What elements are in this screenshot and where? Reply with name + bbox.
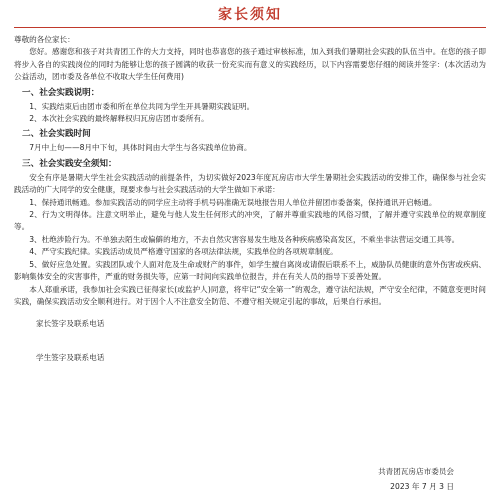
time-paragraph: 7月中上旬——8月中下旬，具体时间由大学生与各实践单位协商。 <box>29 143 252 153</box>
intro-paragraph: 您好。感谢您和孩子对共青团工作的大力支持，同时也恭喜您的孩子通过审核标准，加入到我们暑期社会实践的队伍当中。在您的孩子即将步入各自的实践岗位的同时为能够让您的孩子圆满的收获一份充实而有意义的实践经历，以下内容需要您仔细的阅读并签字：(本次活动为公益活动，团市委及各单位不收取大学生任何费用) <box>14 47 486 82</box>
signature-block <box>14 318 486 364</box>
title-divider <box>14 27 486 28</box>
safety-item-2: 2、行为文明得体。注意文明举止，避免与他人发生任何形式的冲突，了解并尊重实践地的风俗习惯，了解并遵守实践单位的规章制度等。 <box>14 210 486 232</box>
safety-item-1: 1、保持通讯畅通。参加实践活动的同学应主动将手机号码准确无误地报告用人单位并留团市委备案，保持通讯开启畅通。 <box>29 197 437 207</box>
document-title: 家长须知 <box>218 7 282 23</box>
issuer-name: 共青团瓦房店市委员会 <box>378 467 454 476</box>
safety-item-4: 4、严守实践纪律。实践活动成员严格遵守国家的各项法律法规，实践单位的各项规章制度。 <box>29 247 338 257</box>
safety-intro: 安全有序是暑期大学生社会实践活动的前提条件，为切实做好2023年度瓦房店市大学生暑期社会实践活动的安排工作，确保参与社会实践活动的广大同学的安全健康，现要求参与社会实践活动的大学生做如下承诺： <box>14 172 486 195</box>
student-signature-label: 学生签字及联系电话 <box>36 353 105 363</box>
pledge-paragraph: 本人郑重承诺，我参加社会实践已征得家长(或监护人)同意，将牢记“安全第一”的观念，遵守法纪法规，严守安全纪律，不随意变更时间实践，确保实践活动安全顺利进行。对于因个人不注意安全防范、不遵守相关规定引起的事故，后果自行承担。 <box>14 284 486 306</box>
safety-item-5: 5、做好应急处置。实践团队或个人面对危及生命或财产的事件，如学生擅自离岗或请假后联系不上，威胁队员健康的意外伤害或疾病、影响集体安全的灾害事件，严重的财务损失等，应第一时间向实践单位报告，并在有关人员的指导下妥善处置。 <box>14 259 486 282</box>
parent-signature-label: 家长签字及联系电话 <box>36 319 105 329</box>
section-heading-safety: 三、社会实践安全须知： <box>22 158 117 169</box>
greeting: 尊敬的各位家长： <box>14 35 75 44</box>
explanation-item-2: 2、本次社会实践的最终解释权归瓦房店团市委所有。 <box>29 114 209 124</box>
issue-date: 2023 年 7 月 3 日 <box>390 482 454 491</box>
safety-item-3: 3、杜绝涉险行为。不单独去陌生或偏僻的地方，不去自然灾害容易发生地及各种疾病感染高发区，不乘坐非法营运交通工具等。 <box>29 234 460 244</box>
explanation-item-1: 1、实践结束后由团市委和所在单位共同为学生开具暑期实践证明。 <box>29 101 255 111</box>
section-heading-time: 二、社会实践时间 <box>22 129 91 140</box>
section-heading-explanation: 一、社会实践说明： <box>22 87 100 98</box>
